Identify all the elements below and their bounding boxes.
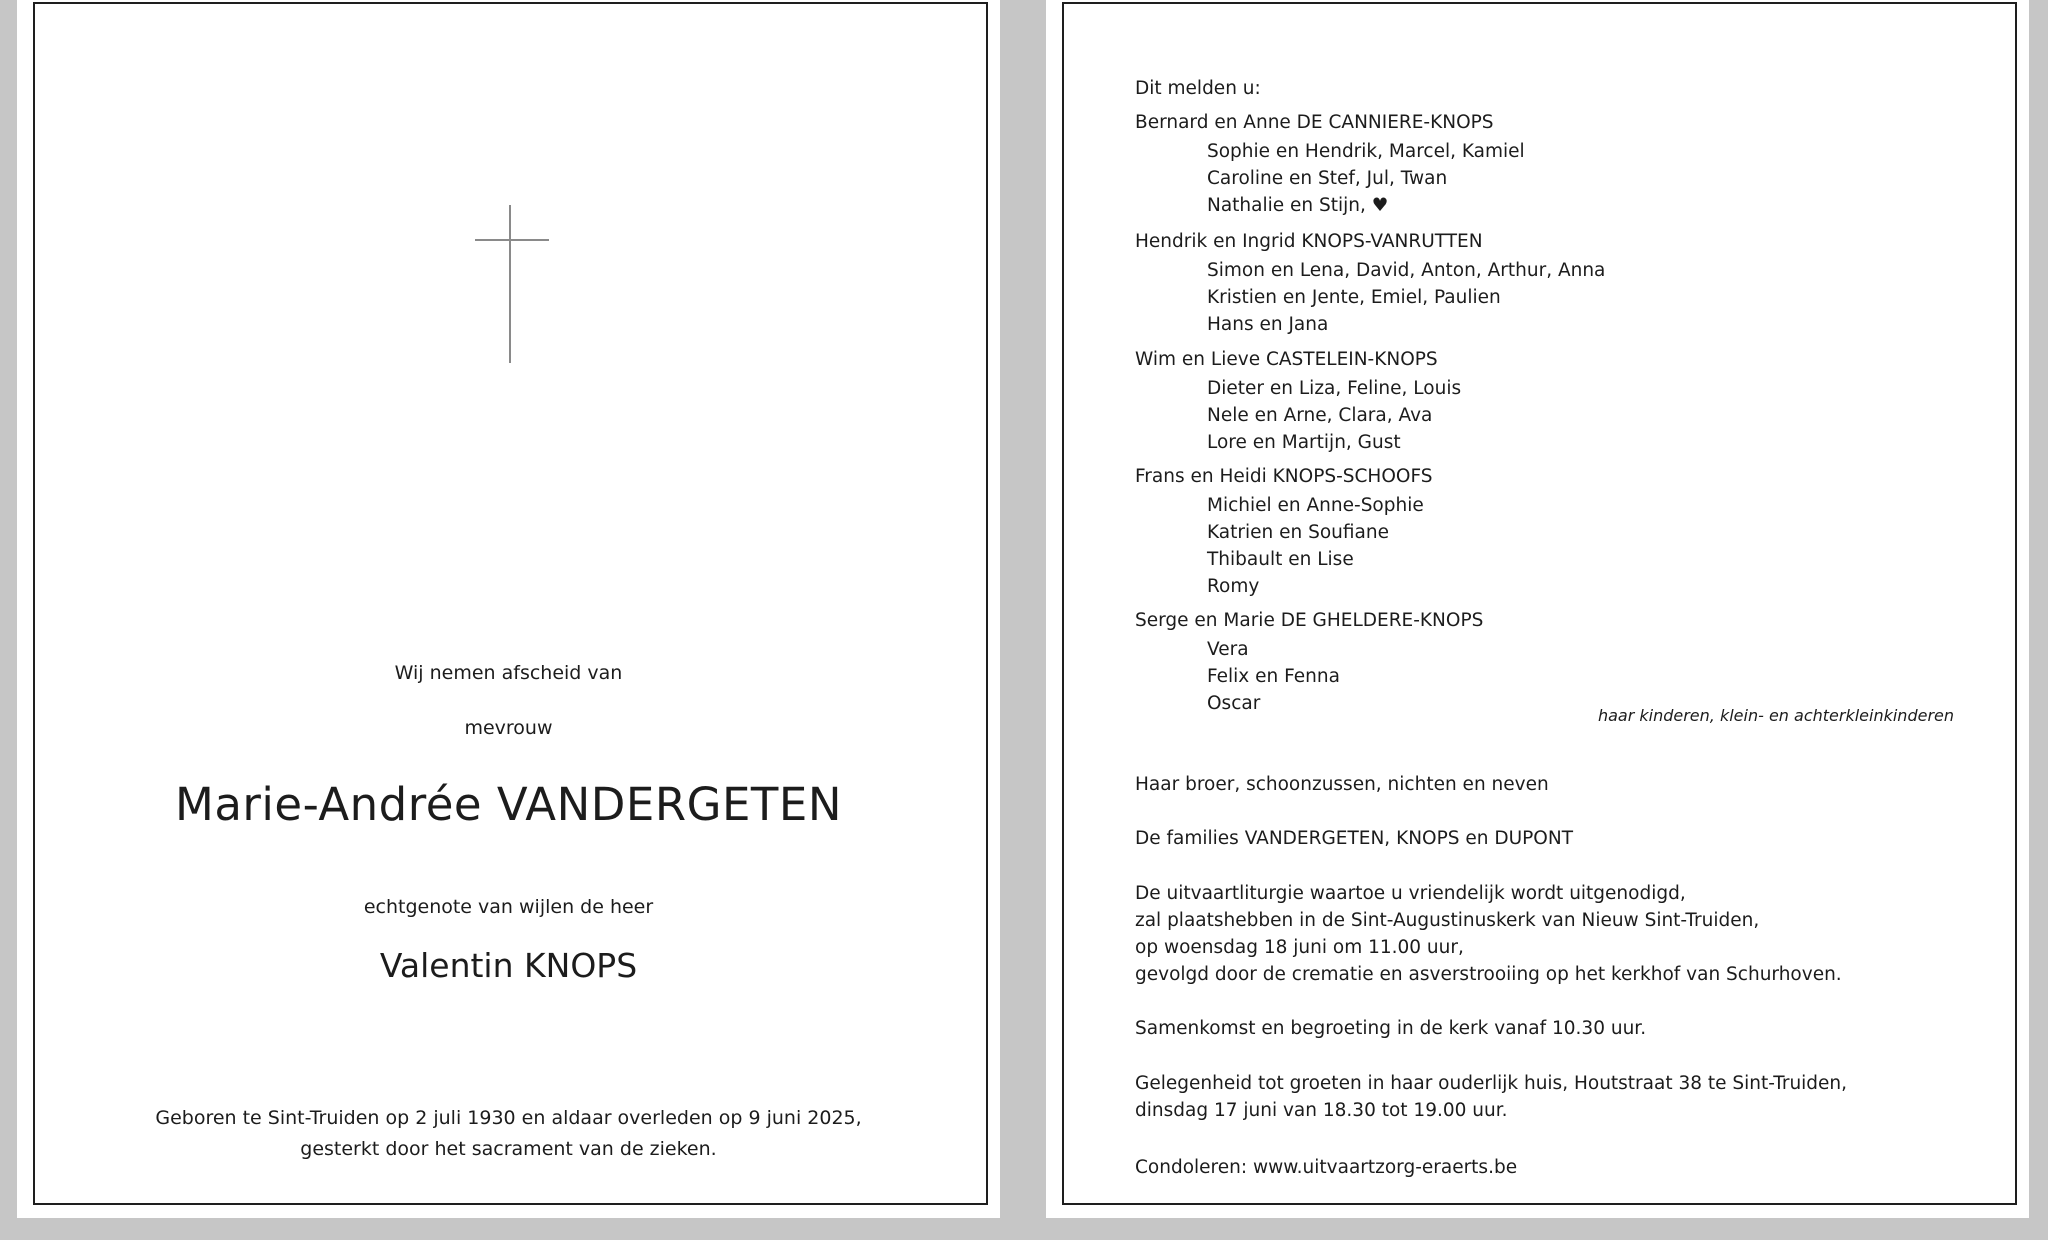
family-group [1135, 346, 1461, 456]
family-child: Nele en Arne, Clara, Ava [1207, 405, 1433, 426]
salutation-text: mevrouw [464, 717, 553, 739]
family-head: Frans en Heidi KNOPS-SCHOOFS [1135, 466, 1433, 487]
family-group [1135, 228, 1605, 338]
family-group [1135, 463, 1433, 600]
family-head: Serge en Marie DE GHELDERE-KNOPS [1135, 610, 1484, 631]
family-group [1135, 109, 1525, 219]
family-child: Kristien en Jente, Emiel, Paulien [1207, 287, 1501, 308]
family-child: Simon en Lena, David, Anton, Arthur, Anna [1207, 260, 1606, 281]
liturgy-line: gevolgd door de crematie en asverstrooiing op het kerkhof van Schurhoven. [1135, 964, 1842, 985]
family-child: Nathalie en Stijn, ♥ [1207, 195, 1389, 216]
birth-death-line-1: Geboren te Sint-Truiden op 2 juli 1930 en aldaar overleden op 9 juni 2025, [155, 1107, 862, 1129]
family-group [1135, 607, 1483, 717]
family-child: Dieter en Liza, Feline, Louis [1207, 378, 1462, 399]
left-page [17, 0, 1000, 1218]
visit-line: dinsdag 17 juni van 18.30 tot 19.00 uur. [1135, 1100, 1508, 1121]
family-child: Michiel en Anne-Sophie [1207, 495, 1424, 516]
family-child: Vera [1207, 639, 1249, 660]
siblings-text: Haar broer, schoonzussen, nichten en neven [1135, 774, 1549, 795]
liturgy-line: De uitvaartliturgie waartoe u vriendelijk wordt uitgenodigd, [1135, 883, 1686, 904]
family-head: Hendrik en Ingrid KNOPS-VANRUTTEN [1135, 231, 1483, 252]
family-head: Wim en Lieve CASTELEIN-KNOPS [1135, 349, 1438, 370]
family-child: Hans en Jana [1207, 314, 1329, 335]
liturgy-line: op woensdag 18 juni om 11.00 uur, [1135, 937, 1464, 958]
liturgy-line: zal plaatshebben in de Sint-Augustinuskerk van Nieuw Sint-Truiden, [1135, 910, 1760, 931]
spouse-name: Valentin KNOPS [379, 946, 638, 985]
intro-text: Wij nemen afscheid van [394, 662, 623, 684]
family-child: Thibault en Lise [1207, 549, 1354, 570]
family-child: Katrien en Soufiane [1207, 522, 1390, 543]
family-child: Felix en Fenna [1207, 666, 1340, 687]
family-child: Romy [1207, 576, 1260, 597]
deceased-name: Marie-Andrée VANDERGETEN [175, 778, 842, 831]
left-page-border [33, 2, 988, 1205]
families-line: De families VANDERGETEN, KNOPS en DUPONT [1135, 828, 1574, 849]
birth-death-line-2: gesterkt door het sacrament van de zieken. [300, 1138, 717, 1160]
meeting-text: Samenkomst en begroeting in de kerk vanaf 10.30 uur. [1135, 1018, 1647, 1039]
condolences-text: Condoleren: www.uitvaartzorg-eraerts.be [1135, 1157, 1518, 1178]
right-page [1046, 0, 2029, 1218]
announce-text: Dit melden u: [1135, 78, 1261, 99]
family-child: Oscar [1207, 693, 1261, 714]
family-head: Bernard en Anne DE CANNIERE-KNOPS [1135, 112, 1494, 133]
visit-block [1135, 1070, 1847, 1124]
family-child: Lore en Martijn, Gust [1207, 432, 1401, 453]
liturgy-block [1135, 880, 1842, 988]
family-child: Sophie en Hendrik, Marcel, Kamiel [1207, 141, 1525, 162]
family-child: Caroline en Stef, Jul, Twan [1207, 168, 1448, 189]
family-caption: haar kinderen, klein- en achterkleinkinderen [1597, 706, 1954, 725]
visit-line: Gelegenheid tot groeten in haar ouderlijk huis, Houtstraat 38 te Sint-Truiden, [1135, 1073, 1848, 1094]
relation-text: echtgenote van wijlen de heer [363, 896, 654, 918]
